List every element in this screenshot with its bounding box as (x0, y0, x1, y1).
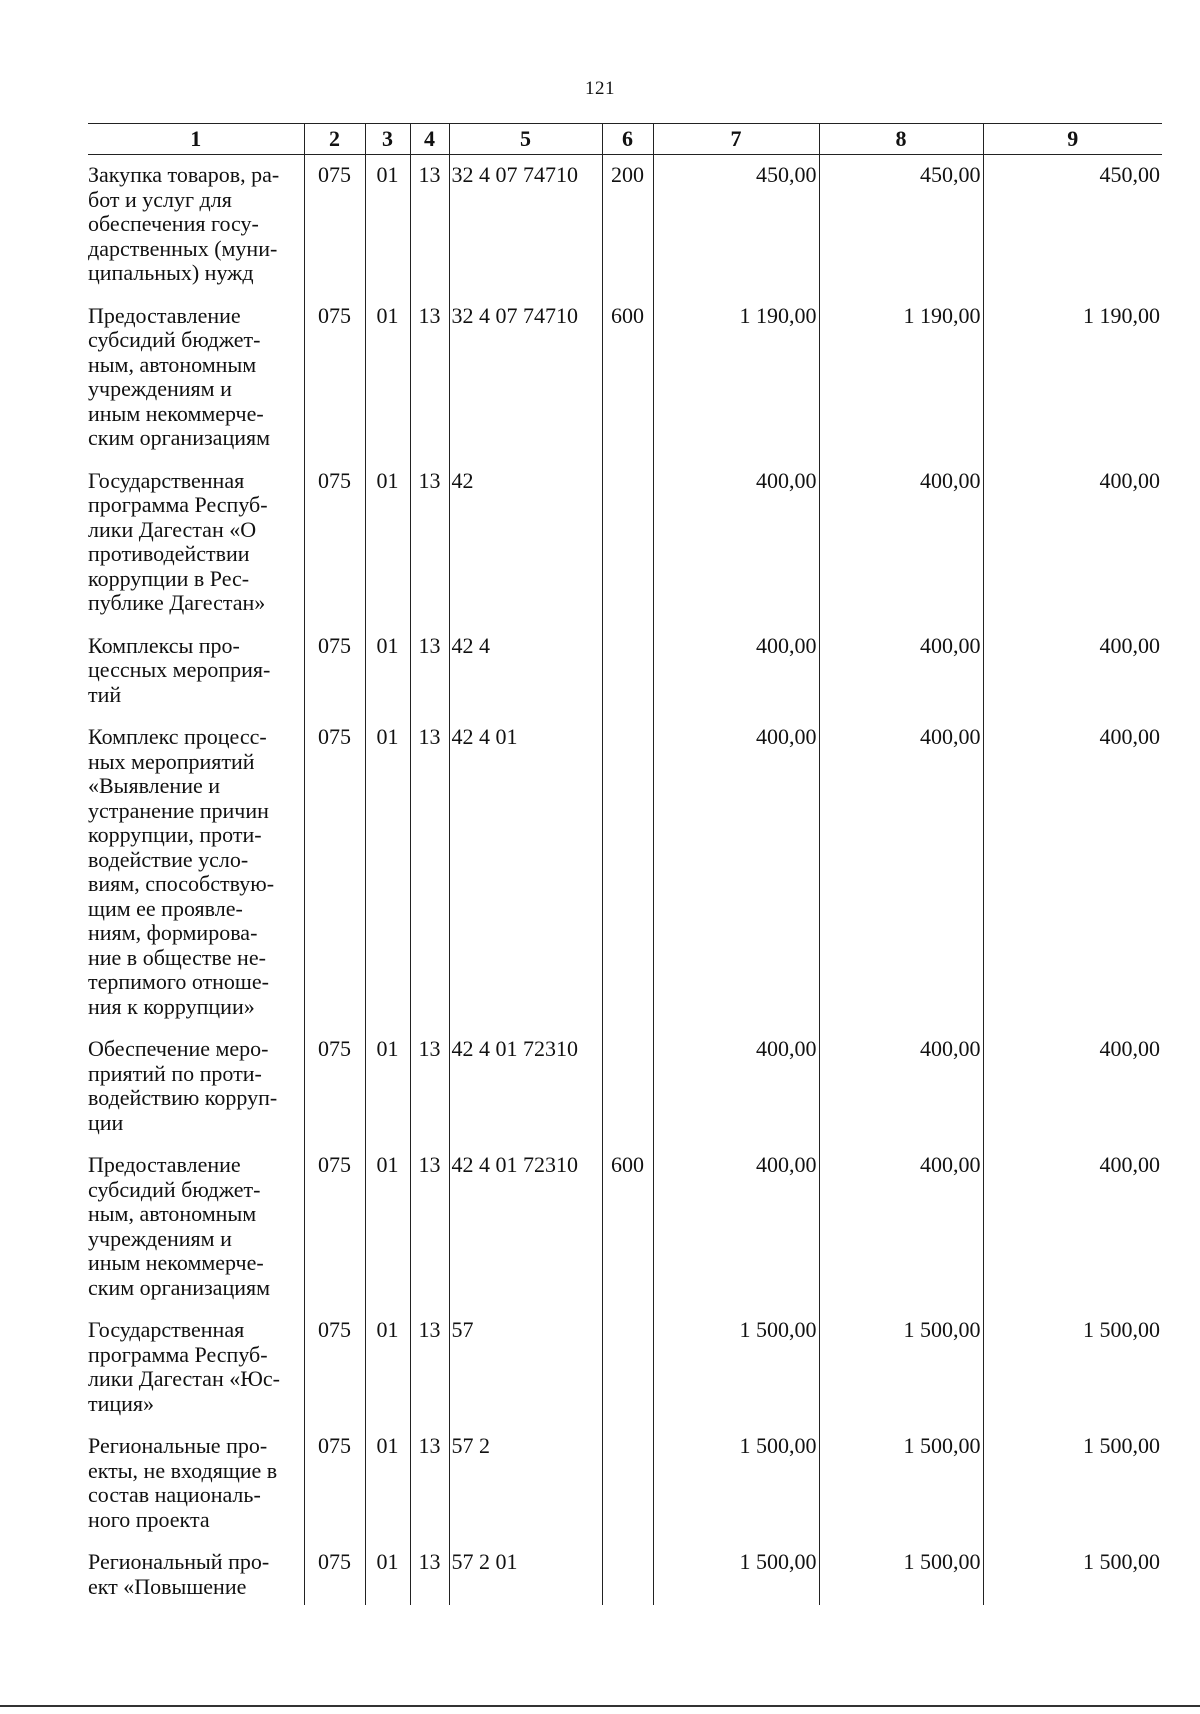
row-vr (602, 461, 653, 626)
row-vr: 600 (602, 296, 653, 461)
row-grbs: 075 (304, 1310, 365, 1426)
row-pr: 13 (410, 1542, 449, 1605)
row-amount-3: 1 190,00 (983, 296, 1162, 461)
page-number: 121 (585, 78, 615, 99)
row-rz: 01 (365, 155, 410, 296)
row-amount-3: 400,00 (983, 626, 1162, 718)
row-csr: 32 4 07 74710 (449, 155, 602, 296)
row-name: Комплексы про- цессных мероприя- тий (88, 632, 271, 707)
row-amount-2: 400,00 (819, 461, 983, 626)
row-pr: 13 (410, 1145, 449, 1310)
row-rz: 01 (365, 1145, 410, 1310)
row-csr: 57 (449, 1310, 602, 1426)
row-amount-2: 400,00 (819, 1029, 983, 1145)
col-header-7: 7 (653, 124, 819, 155)
table-row (88, 1029, 1162, 1145)
row-pr: 13 (410, 626, 449, 718)
row-pr: 13 (410, 1029, 449, 1145)
row-amount-1: 450,00 (653, 155, 819, 296)
row-name: Региональные про- екты, не входящие в состав националь- ного проекта (88, 1433, 278, 1532)
row-csr: 42 4 01 72310 (449, 1145, 602, 1310)
row-csr: 42 4 (449, 626, 602, 718)
row-amount-3: 400,00 (983, 1145, 1162, 1310)
col-header-1: 1 (88, 124, 304, 155)
row-amount-1: 400,00 (653, 717, 819, 1029)
row-amount-3: 1 500,00 (983, 1310, 1162, 1426)
row-vr (602, 1542, 653, 1605)
header-row (88, 124, 1162, 155)
row-grbs: 075 (304, 155, 365, 296)
table-row (88, 296, 1162, 461)
row-amount-1: 1 500,00 (653, 1426, 819, 1542)
row-amount-2: 1 500,00 (819, 1426, 983, 1542)
row-name: Закупка товаров, ра- бот и услуг для обеспечения госу- дарственных (муни- ципальных) нужд (88, 162, 280, 285)
row-grbs: 075 (304, 1426, 365, 1542)
row-name: Государственная программа Респуб- лики Дагестан «Юс- тиция» (88, 1317, 280, 1416)
row-amount-1: 400,00 (653, 461, 819, 626)
row-pr: 13 (410, 1426, 449, 1542)
row-amount-2: 400,00 (819, 1145, 983, 1310)
row-name: Обеспечение меро- приятий по проти- водействию корруп- ции (88, 1036, 278, 1135)
col-header-8: 8 (819, 124, 983, 155)
row-amount-3: 400,00 (983, 461, 1162, 626)
col-header-2: 2 (304, 124, 365, 155)
row-name: Предоставление субсидий бюджет- ным, автономным учреждениям и иным некоммерче- ским организациям (88, 302, 271, 450)
col-header-6: 6 (602, 124, 653, 155)
row-amount-1: 1 190,00 (653, 296, 819, 461)
row-amount-2: 450,00 (819, 155, 983, 296)
row-vr (602, 717, 653, 1029)
row-grbs: 075 (304, 717, 365, 1029)
row-amount-2: 1 500,00 (819, 1542, 983, 1605)
row-amount-2: 1 500,00 (819, 1310, 983, 1426)
row-name: Комплекс процесс- ных мероприятий «Выявление и устранение причин коррупции, проти- водействие усло- виям, способствую- щим ее проявле- ниям, формирова- ние в обществе не- терпимого отноше- ния к коррупции» (88, 724, 275, 1019)
row-vr (602, 1029, 653, 1145)
row-amount-3: 400,00 (983, 1029, 1162, 1145)
row-grbs: 075 (304, 1542, 365, 1605)
row-name: Государственная программа Респуб- лики Дагестан «О противодействии коррупции в Рес- публике Дагестан» (88, 467, 268, 615)
budget-table (88, 123, 1162, 1605)
row-name: Предоставление субсидий бюджет- ным, автономным учреждениям и иным некоммерче- ским организациям (88, 1152, 271, 1300)
table-row (88, 1426, 1162, 1542)
bottom-rule (0, 1705, 1200, 1707)
table-row (88, 155, 1162, 296)
row-pr: 13 (410, 155, 449, 296)
row-csr: 42 4 01 72310 (449, 1029, 602, 1145)
row-amount-3: 1 500,00 (983, 1542, 1162, 1605)
row-rz: 01 (365, 1426, 410, 1542)
row-amount-1: 400,00 (653, 1029, 819, 1145)
row-grbs: 075 (304, 296, 365, 461)
row-rz: 01 (365, 1310, 410, 1426)
row-rz: 01 (365, 626, 410, 718)
row-pr: 13 (410, 1310, 449, 1426)
row-vr (602, 626, 653, 718)
row-csr: 42 4 01 (449, 717, 602, 1029)
col-header-5: 5 (449, 124, 602, 155)
row-csr: 32 4 07 74710 (449, 296, 602, 461)
row-grbs: 075 (304, 461, 365, 626)
table-row (88, 1145, 1162, 1310)
row-name: Региональный про- ект «Повышение (88, 1549, 270, 1599)
row-amount-1: 400,00 (653, 626, 819, 718)
row-vr: 200 (602, 155, 653, 296)
table-row (88, 717, 1162, 1029)
row-csr: 57 2 01 (449, 1542, 602, 1605)
col-header-9: 9 (983, 124, 1162, 155)
row-amount-1: 400,00 (653, 1145, 819, 1310)
row-csr: 57 2 (449, 1426, 602, 1542)
table-row (88, 626, 1162, 718)
row-amount-2: 1 190,00 (819, 296, 983, 461)
row-grbs: 075 (304, 626, 365, 718)
row-pr: 13 (410, 717, 449, 1029)
row-amount-3: 400,00 (983, 717, 1162, 1029)
row-rz: 01 (365, 1029, 410, 1145)
row-vr (602, 1426, 653, 1542)
row-csr: 42 (449, 461, 602, 626)
row-rz: 01 (365, 461, 410, 626)
row-vr (602, 1310, 653, 1426)
row-amount-2: 400,00 (819, 717, 983, 1029)
row-amount-3: 450,00 (983, 155, 1162, 296)
table-row (88, 1310, 1162, 1426)
row-pr: 13 (410, 461, 449, 626)
row-rz: 01 (365, 1542, 410, 1605)
row-amount-2: 400,00 (819, 626, 983, 718)
row-pr: 13 (410, 296, 449, 461)
table-body (88, 155, 1162, 1606)
row-vr: 600 (602, 1145, 653, 1310)
row-rz: 01 (365, 296, 410, 461)
row-amount-1: 1 500,00 (653, 1310, 819, 1426)
row-grbs: 075 (304, 1029, 365, 1145)
row-amount-3: 1 500,00 (983, 1426, 1162, 1542)
table-row (88, 461, 1162, 626)
row-rz: 01 (365, 717, 410, 1029)
col-header-3: 3 (365, 124, 410, 155)
row-grbs: 075 (304, 1145, 365, 1310)
row-amount-1: 1 500,00 (653, 1542, 819, 1605)
table-row (88, 1542, 1162, 1605)
col-header-4: 4 (410, 124, 449, 155)
